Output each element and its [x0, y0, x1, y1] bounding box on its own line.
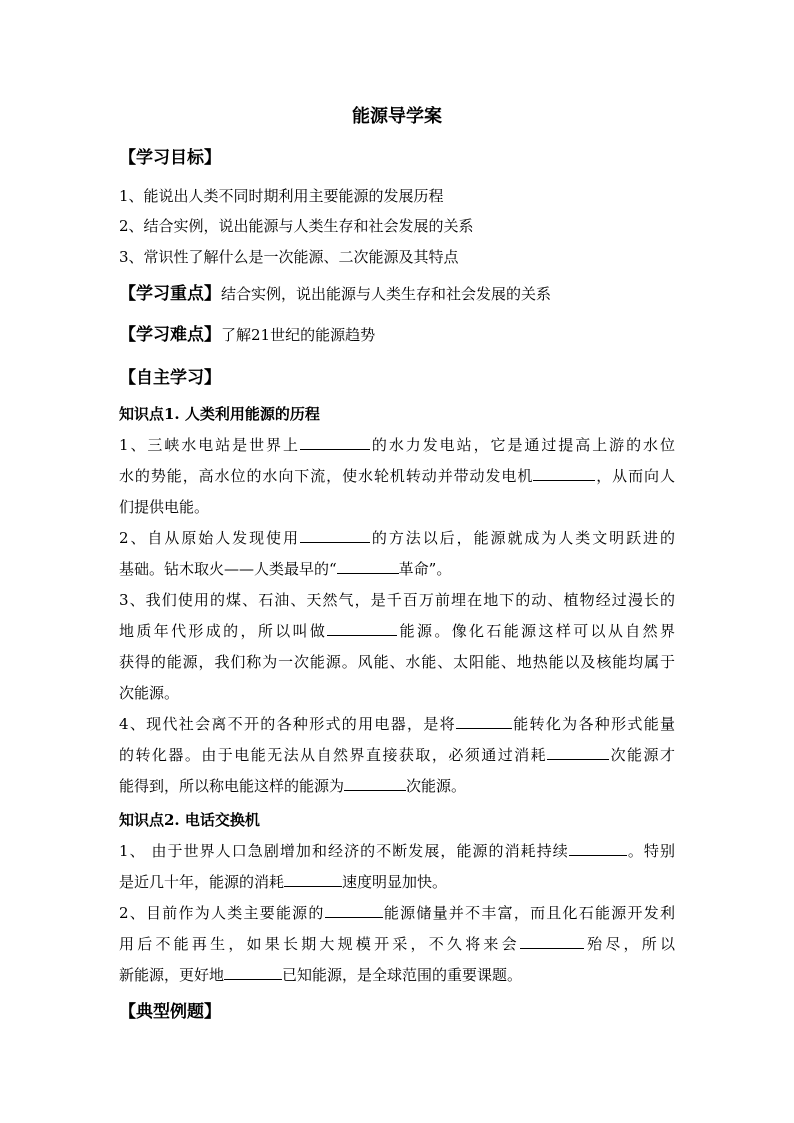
objective-item-2: 2、结合实例，说出能源与人类生存和社会发展的关系 — [119, 217, 474, 235]
kp1-q3-line-2 — [119, 621, 675, 641]
kp2-q1-line-2 — [119, 872, 675, 892]
kp1-q4-text-a: 4、现代社会离不开的各种形式的用电器，是将 — [119, 715, 456, 733]
objective-item-3: 3、常识性了解什么是一次能源、二次能源及其特点 — [119, 248, 459, 266]
fill-blank[interactable] — [325, 903, 383, 918]
kp2-q1-text-c: 是近几十年，能源的消耗 — [119, 873, 285, 891]
kp1-q2-line-1 — [119, 528, 675, 548]
fill-blank[interactable] — [224, 965, 282, 980]
difficulty-text: 了解21世纪的能源趋势 — [221, 326, 376, 344]
kp2-q2-text-a: 2、目前作为人类主要能源的 — [119, 904, 325, 922]
kp2-q2-line-2 — [119, 934, 675, 954]
kp2-q2-text-b: 能源储量并不丰富，而且化石能源开发利 — [382, 904, 675, 922]
knowledge-point-2-title: 知识点2. 电话交换机 — [119, 811, 260, 829]
kp1-q4-line-3 — [119, 776, 675, 796]
fill-blank[interactable] — [300, 435, 370, 450]
kp2-q2-text-e: 新能源，更好地 — [119, 966, 225, 984]
kp1-q4-line-1 — [119, 714, 675, 734]
kp2-q2-text-c: 用后不能再生，如果长期大规模开采，不久将来会 — [119, 935, 520, 953]
difficulty-label: 【学习难点】 — [119, 325, 221, 345]
kp1-q2-text-b: 的方法以后，能源就成为人类文明跃进的 — [369, 529, 675, 547]
self-study-heading: 【自主学习】 — [119, 368, 221, 388]
kp2-q2-line-3 — [119, 965, 675, 985]
fill-blank[interactable] — [300, 528, 370, 543]
kp1-q2-text-c: 基础。钻木取火——人类最早的“ — [119, 560, 337, 578]
kp1-q3-line-4: 次能源。 — [119, 684, 180, 702]
kp1-q4-text-b: 能转化为各种形式能量 — [511, 715, 675, 733]
kp1-q3-line-1: 3、我们使用的煤、石油、天然气，是千百万前埋在地下的动、植物经过漫长的 — [119, 591, 675, 609]
kp1-q4-line-2 — [119, 745, 675, 765]
kp1-q4-text-f: 次能源。 — [406, 777, 467, 795]
fill-blank[interactable] — [569, 841, 627, 856]
fill-blank[interactable] — [533, 466, 595, 481]
fill-blank[interactable] — [456, 714, 512, 729]
fill-blank[interactable] — [284, 872, 342, 887]
kp1-q1-text-a: 1、三峡水电站是世界上 — [119, 436, 300, 454]
kp1-q1-line-2 — [119, 466, 675, 486]
kp1-q4-text-c: 的转化器。由于电能无法从自然界直接获取，必须通过消耗 — [119, 746, 548, 764]
key-point-label: 【学习重点】 — [119, 284, 221, 304]
kp1-q4-text-e: 能得到，所以称电能这样的能源为 — [119, 777, 345, 795]
kp1-q1-line-1 — [119, 435, 675, 455]
kp2-q1-text-d: 速度明显加快。 — [342, 873, 448, 891]
document-title: 能源导学案 — [352, 106, 442, 127]
objectives-heading: 【学习目标】 — [119, 148, 221, 168]
fill-blank[interactable] — [337, 559, 399, 574]
fill-blank[interactable] — [327, 621, 397, 636]
kp2-q2-line-1 — [119, 903, 675, 923]
kp1-q1-line-3: 们提供电能。 — [119, 498, 210, 516]
kp1-q3-text-a: 地质年代形成的，所以叫做 — [119, 622, 328, 640]
kp1-q1-text-c: 水的势能，高水位的水向下流，使水轮机转动并带动发电机 — [119, 467, 534, 485]
kp1-q2-text-d: 革命”。 — [398, 560, 452, 578]
kp1-q3-line-3: 获得的能源，我们称为一次能源。风能、水能、太阳能、地热能以及核能均属于 — [119, 653, 675, 671]
key-point-text: 结合实例，说出能源与人类生存和社会发展的关系 — [221, 285, 552, 303]
examples-heading: 【典型例题】 — [119, 1002, 221, 1022]
fill-blank[interactable] — [344, 776, 406, 791]
kp1-q2-text-a: 2、自从原始人发现使用 — [119, 529, 300, 547]
kp1-q3-text-b: 能源。像化石能源这样可以从自然界 — [397, 622, 675, 640]
key-point — [119, 284, 675, 304]
kp2-q2-text-f: 已知能源，是全球范围的重要课题。 — [282, 966, 523, 984]
difficulty — [119, 325, 675, 345]
fill-blank[interactable] — [547, 745, 609, 760]
kp1-q2-line-2 — [119, 559, 675, 579]
knowledge-point-1-title: 知识点1. 人类利用能源的历程 — [119, 405, 320, 423]
kp1-q4-text-d: 次能源才 — [609, 746, 675, 764]
kp1-q1-text-b: 的水力发电站，它是通过提高上游的水位 — [369, 436, 675, 454]
kp2-q1-text-a: 1、 由于世界人口急剧增加和经济的不断发展，能源的消耗持续 — [119, 842, 569, 860]
kp2-q1-text-b: 。特别 — [626, 842, 675, 860]
kp2-q1-line-1 — [119, 841, 675, 861]
kp2-q2-text-d: 殆尽，所以 — [583, 935, 675, 953]
fill-blank[interactable] — [520, 934, 584, 949]
kp1-q1-text-d: ，从而向人 — [595, 467, 675, 485]
objective-item-1: 1、能说出人类不同时期利用主要能源的发展历程 — [119, 187, 444, 205]
